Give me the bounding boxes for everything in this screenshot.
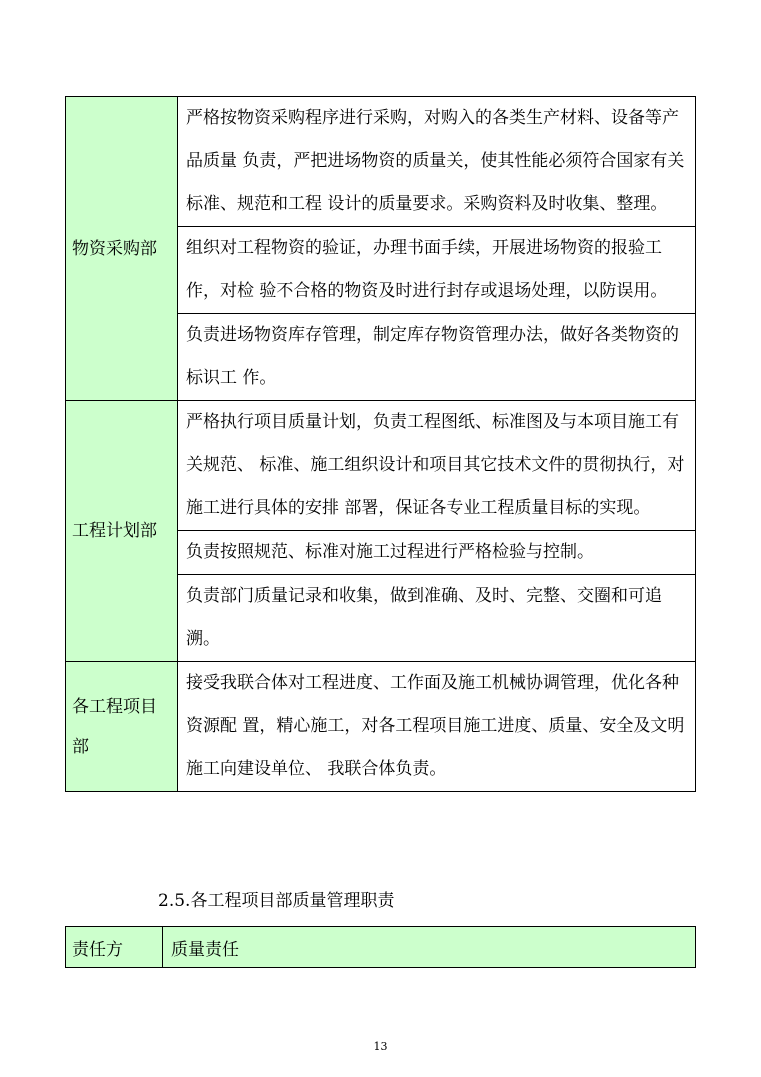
duty-cell: 负责部门质量记录和收集，做到准确、及时、完整、交圈和可追溯。 <box>178 575 696 662</box>
column-header-responsible-party: 责任方 <box>66 927 163 968</box>
duty-cell: 严格执行项目质量计划，负责工程图纸、标准图及与本项目施工有关规范、 标准、施工组织设计和项目其它技术文件的贯彻执行，对施工进行具体的安排 部署，保证各专业工程质量目标的实现。 <box>178 401 696 531</box>
duty-cell: 组织对工程物资的验证，办理书面手续，开展进场物资的报验工作，对检 验不合格的物资及时进行封存或退场处理，以防误用。 <box>178 227 696 314</box>
dept-cell: 各工程项目 部 <box>66 662 178 792</box>
dept-cell: 物资采购部 <box>66 97 178 401</box>
page-number: 13 <box>373 1040 388 1053</box>
section-caption: 2.5.各工程项目部质量管理职责 <box>158 891 395 911</box>
header-table <box>65 926 696 968</box>
duty-cell: 负责进场物资库存管理，制定库存物资管理办法，做好各类物资的标识工 作。 <box>178 314 696 401</box>
table-header-row <box>66 927 696 968</box>
table-row <box>66 662 696 792</box>
duty-cell: 接受我联合体对工程进度、工作面及施工机械协调管理，优化各种资源配 置，精心施工，对各工程项目施工进度、质量、安全及文明施工向建设单位、 我联合体负责。 <box>178 662 696 792</box>
dept-cell: 工程计划部 <box>66 401 178 662</box>
table-row <box>66 97 696 227</box>
duty-cell: 负责按照规范、标准对施工过程进行严格检验与控制。 <box>178 531 696 575</box>
table-row <box>66 401 696 531</box>
duty-cell: 严格按物资采购程序进行采购，对购入的各类生产材料、设备等产品质量 负责，严把进场物资的质量关，使其性能必须符合国家有关标准、规范和工程 设计的质量要求。采购资料及时收集、整理。 <box>178 97 696 227</box>
column-header-quality-responsibility: 质量责任 <box>163 927 696 968</box>
responsibility-table <box>65 96 696 792</box>
